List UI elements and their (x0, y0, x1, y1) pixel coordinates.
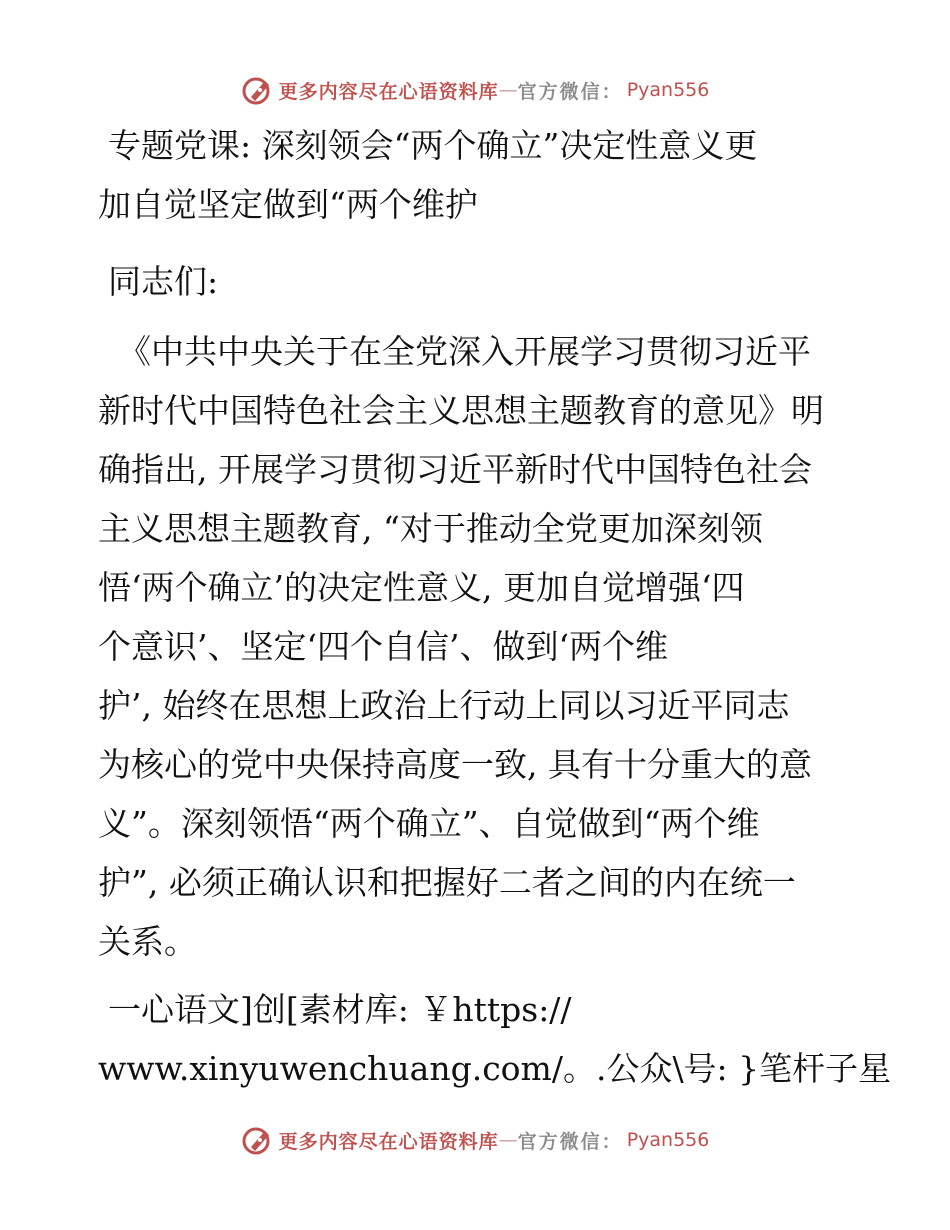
banner-title: 更多内容尽在心语资料库 (278, 80, 499, 103)
banner-title: 更多内容尽在心语资料库 (278, 1130, 499, 1153)
pen-nib-logo-icon (241, 73, 275, 107)
paragraph-line: 新时代中国特色社会主义思想主题教育的意见》明 (98, 391, 824, 430)
paragraph-line: 义”。深刻领悟“两个确立”、自觉做到“两个维 (98, 804, 760, 843)
paragraph-line: 护’, 始终在思想上政治上行动上同以习近平同志 (98, 686, 790, 725)
title-line: 专题党课: 深刻领会“两个确立”决定性意义更 (108, 126, 758, 165)
paragraph-line: 个意识’、坚定‘四个自信’、做到‘两个维 (98, 627, 668, 666)
greeting: 同志们: (108, 262, 219, 301)
banner-separator: — (498, 79, 518, 101)
paragraph-line: 为核心的党中央保持高度一致, 具有十分重大的意 (98, 745, 812, 784)
pen-nib-logo-icon (241, 1123, 275, 1157)
footer-banner (0, 1120, 950, 1160)
banner-wechat-id: Pyan556 (626, 79, 710, 101)
paragraph-line: 《中共中央关于在全党深入开展学习贯彻习近平 (118, 332, 811, 371)
title-line: 加自觉坚定做到“两个维护 (98, 185, 478, 224)
paragraph-line: 护”, 必须正确认识和把握好二者之间的内在统一 (98, 863, 796, 902)
source-line: www.xinyuwenchuang.com/。.公众\号: }笔杆子星 (98, 1049, 892, 1088)
banner-wechat-label: 官方微信： (517, 80, 623, 103)
body-paragraph (98, 322, 858, 971)
header-banner (0, 70, 950, 110)
banner-wechat-label: 官方微信： (517, 1130, 623, 1153)
source-note (98, 980, 892, 1098)
document-title (98, 116, 868, 234)
paragraph-line: 确指出, 开展学习贯彻习近平新时代中国特色社会 (98, 450, 812, 489)
source-line: 一心语文]创[素材库: ￥https:// (108, 990, 572, 1029)
paragraph-line: 关系。 (98, 922, 197, 961)
paragraph-line: 主义思想主题教育, “对于推动全党更加深刻领 (98, 509, 763, 548)
banner-separator: — (498, 1129, 518, 1151)
paragraph-line: 悟‘两个确立’的决定性意义, 更加自觉增强‘四 (98, 568, 745, 607)
banner-wechat-id: Pyan556 (626, 1129, 710, 1151)
